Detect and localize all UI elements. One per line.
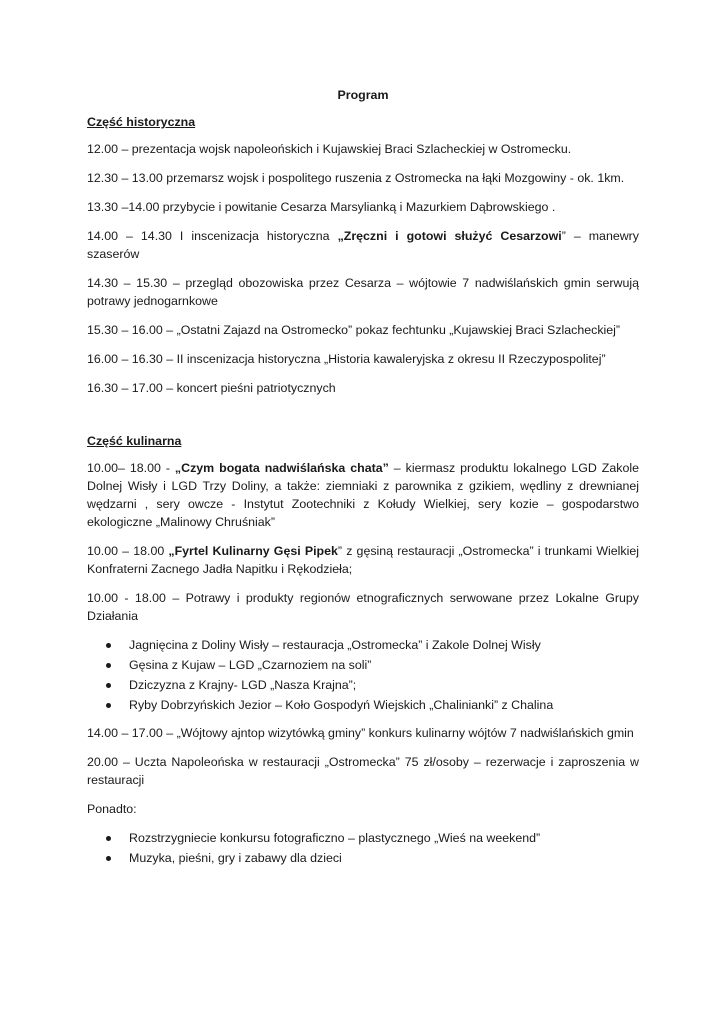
schedule-item: 14.00 – 17.00 – „Wójtowy ajntop wizytówką gminy” konkurs kulinarny wójtów 7 nadwiślańskich gmin [87, 726, 634, 740]
list-item: Rozstrzygniecie konkursu fotograficzno – plastycznego „Wieś na weekend” [87, 829, 639, 847]
schedule-item: 13.30 –14.00 przybycie i powitanie Cesarza Marsylianką i Mazurkiem Dąbrowskiego . [87, 200, 556, 214]
bullet-icon [106, 836, 111, 841]
schedule-item: 16.00 – 16.30 – II inscenizacja historyczna „Historia kawaleryjska z okresu II Rzeczypospolitej” [87, 352, 606, 366]
list-item: Dziczyzna z Krajny- LGD „Nasza Krajna”; [87, 676, 639, 694]
schedule-item: 14.30 – 15.30 – przegląd obozowiska przez Cesarza – wójtowie 7 nadwiślańskich gmin serwują potrawy jednogarnkowe [87, 276, 639, 308]
schedule-item: 14.00 – 14.30 I inscenizacja historyczna „Zręczni i gotowi służyć Cesarzowi” – manewry szaserów [87, 229, 640, 261]
regional-dishes-list [87, 636, 639, 714]
bullet-icon [106, 856, 111, 861]
schedule-item: 12.00 – prezentacja wojsk napoleońskich i Kujawskiej Braci Szlacheckiej w Ostromecku. [87, 142, 572, 156]
document-title: Program [337, 88, 389, 102]
bullet-icon [106, 683, 111, 688]
section-heading-culinary: Część kulinarna [87, 434, 182, 448]
bullet-icon [106, 703, 111, 708]
schedule-item: 16.30 – 17.00 – koncert pieśni patriotycznych [87, 381, 336, 395]
list-item: Ryby Dobrzyńskich Jezior – Koło Gospodyń Wiejskich „Chalinianki” z Chalina [87, 696, 639, 714]
list-item: Muzyka, pieśni, gry i zabawy dla dzieci [87, 849, 639, 867]
section-spacer [87, 408, 639, 432]
program-document [87, 86, 639, 877]
besides-label: Ponadto: [87, 802, 137, 816]
schedule-item: 10.00 - 18.00 – Potrawy i produkty regionów etnograficznych serwowane przez Lokalne Grupy Działania [87, 591, 639, 623]
section-heading-historical: Część historyczna [87, 115, 196, 129]
bullet-icon [106, 643, 111, 648]
schedule-item: 10.00– 18.00 - „Czym bogata nadwiślańska chata” – kiermasz produktu lokalnego LGD Zakole Dolnej Wisły i LGD Trzy Doliny, a także: ziemniaki z parownika z gzikiem, wędliny z drewnianej wędzarni , sery owcze - Instytut Zootechniki z Kołudy Wielkiej, sery kozie – gospodarstwo ekologiczne „Malinowy Chruśniak” [87, 461, 639, 529]
additional-attractions-list [87, 829, 639, 867]
schedule-item: 10.00 – 18.00 „Fyrtel Kulinarny Gęsi Pipek” z gęsiną restauracji „Ostromecka” i trunkami Wielkiej Konfraterni Zacnego Jadła Napitku i Rękodzieła; [87, 544, 640, 576]
list-item: Gęsina z Kujaw – LGD „Czarnoziem na soli” [87, 656, 639, 674]
schedule-item: 20.00 – Uczta Napoleońska w restauracji „Ostromecka” 75 zł/osoby – rezerwacje i zaproszenia w restauracji [87, 755, 639, 787]
list-item: Jagnięcina z Doliny Wisły – restauracja „Ostromecka” i Zakole Dolnej Wisły [87, 636, 639, 654]
schedule-item: 12.30 – 13.00 przemarsz wojsk i pospolitego ruszenia z Ostromecka na łąki Mozgowiny - ok. 1km. [87, 171, 625, 185]
schedule-item: 15.30 – 16.00 – „Ostatni Zajazd na Ostromecko” pokaz fechtunku „Kujawskiej Braci Szlacheckiej” [87, 323, 621, 337]
bullet-icon [106, 663, 111, 668]
